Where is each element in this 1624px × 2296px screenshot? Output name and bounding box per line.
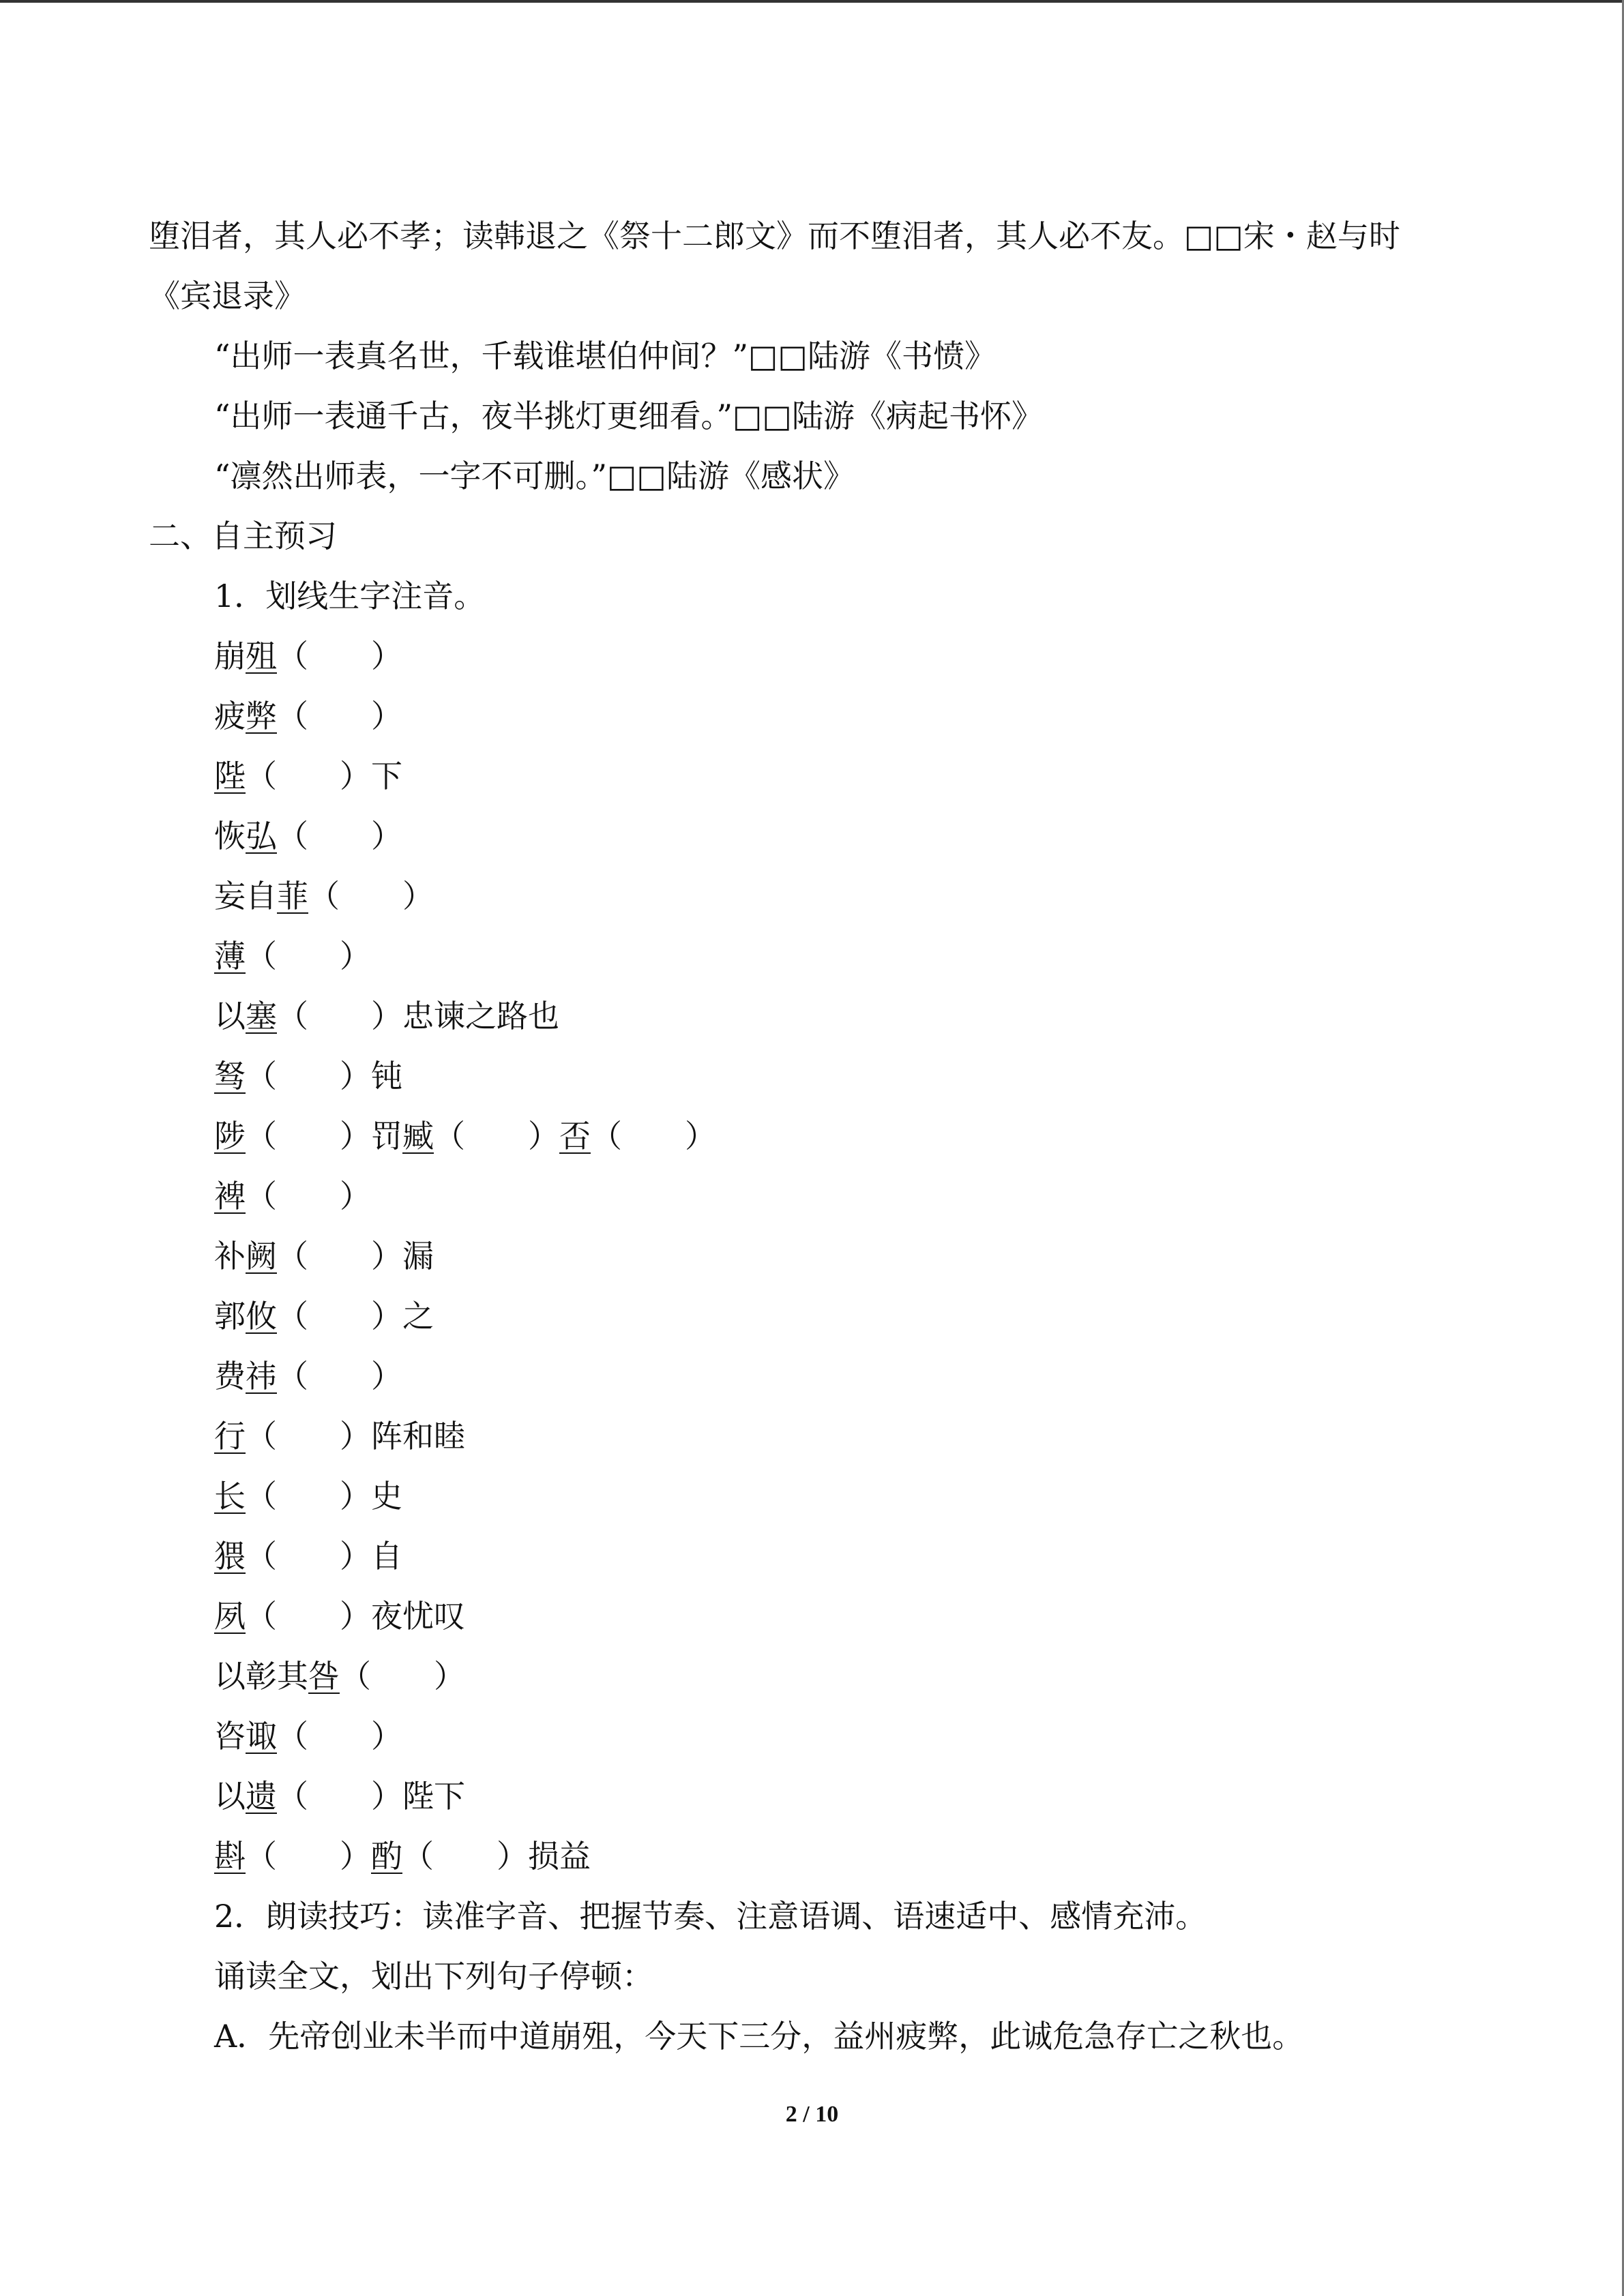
word-prefix: 以彰其	[214, 1658, 308, 1695]
underlined-character: 弘	[246, 818, 277, 854]
pinyin-item	[214, 1416, 465, 1457]
word-prefix: 妄自	[214, 878, 277, 914]
pinyin-item	[214, 1596, 465, 1637]
answer-blank[interactable]: （ ）	[402, 1838, 528, 1875]
underlined-character: 否	[559, 1118, 591, 1154]
answer-blank[interactable]: （ ）	[277, 1238, 402, 1274]
underlined-character: 长	[214, 1478, 246, 1515]
answer-blank[interactable]: （ ）	[246, 1538, 371, 1575]
word-suffix: 钝	[371, 1058, 402, 1094]
word-suffix: 史	[371, 1478, 402, 1515]
pinyin-item	[214, 1176, 371, 1217]
pinyin-item	[214, 756, 402, 796]
word-prefix: 崩	[214, 638, 246, 674]
word-suffix: 下	[371, 758, 402, 794]
answer-blank[interactable]: （ ）	[246, 1058, 371, 1094]
page-number: 2 / 10	[785, 2102, 839, 2127]
underlined-character: 塞	[246, 998, 277, 1034]
quote-3: “凛然出师表，一字不可删。”□□陆游《感状》	[214, 458, 855, 494]
word-suffix: 夜忧叹	[371, 1598, 465, 1635]
word-prefix: 费	[214, 1358, 246, 1395]
word-prefix: 恢	[214, 818, 246, 854]
word-prefix: 补	[214, 1238, 246, 1274]
answer-blank[interactable]: （ ）	[277, 1298, 402, 1335]
word-suffix: 阵和睦	[371, 1418, 465, 1455]
answer-blank[interactable]: （ ）	[277, 1778, 402, 1815]
underlined-character: 斟	[214, 1838, 246, 1875]
pinyin-item	[214, 1236, 434, 1277]
answer-blank[interactable]: （ ）	[246, 938, 371, 974]
word-prefix: 以	[214, 998, 246, 1034]
word-suffix: 漏	[402, 1238, 434, 1274]
pinyin-item	[214, 816, 402, 856]
underlined-character: 驽	[214, 1058, 246, 1094]
section-heading: 二、自主预习	[149, 518, 337, 554]
underlined-character: 陛	[214, 758, 246, 794]
answer-blank[interactable]: （ ）	[591, 1118, 716, 1154]
underlined-character: 诹	[246, 1718, 277, 1755]
pinyin-item	[214, 936, 371, 976]
pinyin-item	[214, 1356, 402, 1397]
pinyin-item	[214, 1656, 465, 1697]
word-suffix: 损益	[528, 1838, 591, 1875]
pinyin-item	[214, 636, 402, 676]
answer-blank[interactable]: （ ）	[277, 818, 402, 854]
answer-blank[interactable]: （ ）	[308, 878, 434, 914]
word-prefix: 郭	[214, 1298, 246, 1335]
word-suffix: 自	[371, 1538, 402, 1575]
pinyin-item	[214, 876, 434, 916]
answer-blank[interactable]: （ ）	[434, 1118, 559, 1154]
answer-blank[interactable]: （ ）	[277, 998, 402, 1034]
sentence-a: A．先帝创业未半而中道崩殂，今天下三分，益州疲弊，此诚危急存亡之秋也。	[214, 2018, 1304, 2055]
underlined-character: 菲	[277, 878, 308, 914]
pinyin-item	[214, 1776, 465, 1817]
answer-blank[interactable]: （ ）	[246, 1178, 371, 1214]
pinyin-item	[214, 1836, 591, 1877]
answer-blank[interactable]: （ ）	[246, 1418, 371, 1455]
quote-2: “出师一表通千古，夜半挑灯更细看。”□□陆游《病起书怀》	[214, 398, 1043, 434]
pinyin-item	[214, 1716, 402, 1757]
underlined-character: 薄	[214, 938, 246, 974]
pinyin-item	[214, 1296, 434, 1337]
underlined-character: 阙	[246, 1238, 277, 1274]
answer-blank[interactable]: （ ）	[246, 1118, 371, 1154]
word-suffix: 罚	[371, 1118, 402, 1154]
answer-blank[interactable]: （ ）	[246, 1838, 371, 1875]
answer-blank[interactable]: （ ）	[277, 1358, 402, 1395]
answer-blank[interactable]: （ ）	[340, 1658, 465, 1695]
pinyin-item	[214, 996, 559, 1037]
answer-blank[interactable]: （ ）	[246, 1598, 371, 1635]
word-suffix: 忠谏之路也	[402, 998, 559, 1034]
quote-1: “出师一表真名世，千载谁堪伯仲间？”□□陆游《书愤》	[214, 338, 996, 374]
word-prefix: 疲	[214, 698, 246, 734]
pinyin-item	[214, 1476, 402, 1517]
question-1: 1．划线生字注音。	[214, 578, 486, 614]
pinyin-item	[214, 1116, 716, 1157]
underlined-character: 弊	[246, 698, 277, 734]
underlined-character: 夙	[214, 1598, 246, 1635]
answer-blank[interactable]: （ ）	[246, 1478, 371, 1515]
answer-blank[interactable]: （ ）	[277, 1718, 402, 1755]
underlined-character: 遗	[246, 1778, 277, 1815]
underlined-character: 祎	[246, 1358, 277, 1395]
underlined-character: 裨	[214, 1178, 246, 1214]
answer-blank[interactable]: （ ）	[277, 698, 402, 734]
underlined-character: 酌	[371, 1838, 402, 1875]
word-prefix: 以	[214, 1778, 246, 1815]
answer-blank[interactable]: （ ）	[277, 638, 402, 674]
word-prefix: 咨	[214, 1718, 246, 1755]
underlined-character: 臧	[402, 1118, 434, 1154]
pinyin-item	[214, 696, 402, 736]
intro-line-2: 《宾退录》	[149, 278, 306, 314]
pinyin-item	[214, 1056, 402, 1097]
top-border	[0, 0, 1624, 3]
underlined-character: 攸	[246, 1298, 277, 1335]
word-suffix: 陛下	[402, 1778, 465, 1815]
intro-line-1: 堕泪者，其人必不孝；读韩退之《祭十二郎文》而不堕泪者，其人必不友。□□宋・赵与时	[149, 218, 1400, 254]
answer-blank[interactable]: （ ）	[246, 758, 371, 794]
underlined-character: 陟	[214, 1118, 246, 1154]
question-2: 2．朗读技巧：读准字音、把握节奏、注意语调、语速适中、感情充沛。	[214, 1898, 1207, 1935]
reading-instruction: 诵读全文，划出下列句子停顿：	[214, 1958, 653, 1995]
underlined-character: 咎	[308, 1658, 340, 1695]
underlined-character: 行	[214, 1418, 246, 1455]
word-suffix: 之	[402, 1298, 434, 1335]
underlined-character: 猥	[214, 1538, 246, 1575]
underlined-character: 殂	[246, 638, 277, 674]
pinyin-item	[214, 1536, 402, 1577]
